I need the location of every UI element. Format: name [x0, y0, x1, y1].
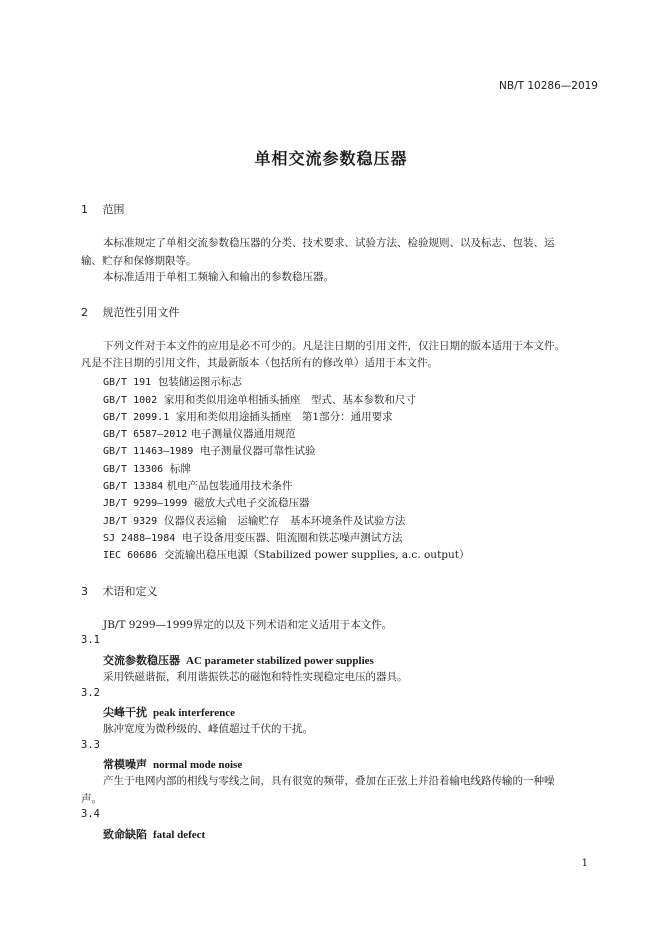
reference-title: 电子测量仪器通用规范 — [190, 428, 296, 440]
section-number: 3 — [81, 585, 88, 598]
reference-item — [103, 547, 470, 562]
reference-code: JB/T 9329 — [103, 516, 158, 527]
reference-item — [103, 478, 293, 493]
term-heading — [103, 756, 242, 772]
reference-title: 包装储运图示标志 — [157, 376, 242, 388]
term-number: 3.3 — [81, 739, 100, 751]
section-number: 1 — [81, 203, 88, 216]
term-en: AC parameter stabilized power supplies — [186, 655, 374, 667]
reference-item — [103, 374, 242, 389]
term-definition: 脉冲宽度为微秒级的、峰值超过千伏的干扰。 — [103, 723, 313, 735]
reference-title: 磁放大式电子交流稳压器 — [193, 497, 310, 509]
reference-item — [103, 443, 316, 458]
reference-title: 机电产品包装通用技术条件 — [166, 480, 293, 492]
reference-title: 仪器仪表运输 运输贮存 基本环境条件及试验方法 — [163, 515, 406, 527]
reference-code: IEC 60686 — [103, 550, 158, 561]
term-definition: 声。 — [81, 793, 102, 805]
section-heading — [81, 583, 158, 599]
section-title: 范围 — [102, 203, 125, 216]
reference-item — [103, 513, 405, 528]
reference-item — [103, 530, 402, 545]
section-title: 规范性引用文件 — [102, 306, 180, 319]
document-title: 单相交流参数稳压器 — [254, 149, 408, 168]
term-number: 3.1 — [81, 634, 100, 646]
reference-title: 交流输出稳压电源（Stabilized power supplies, a.c. output） — [163, 549, 470, 561]
term-zh: 常模噪声 — [103, 758, 147, 771]
paragraph-line: 本标准适用于单相工频输入和输出的参数稳压器。 — [103, 271, 334, 283]
term-en: normal mode noise — [153, 759, 243, 771]
reference-code: GB/T 2099.1 — [103, 412, 170, 423]
section-heading — [81, 201, 125, 217]
term-definition: 采用铁磁谐振，利用谐振铁芯的磁饱和特性实现稳定电压的器具。 — [103, 671, 408, 683]
term-en: fatal defect — [153, 829, 206, 841]
reference-item — [103, 392, 416, 407]
paragraph-line: 下列文件对于本文件的应用是必不可少的。凡是注日期的引用文件，仅注日期的版本适用于本文件。 — [103, 340, 565, 352]
paragraph-line: 输、贮存和保修期限等。 — [81, 255, 197, 267]
reference-item — [103, 426, 296, 441]
standard-code: NB/T 10286—2019 — [499, 80, 598, 92]
reference-code: GB/T 11463—1989 — [103, 446, 194, 457]
section-title: 术语和定义 — [102, 585, 158, 598]
term-number: 3.4 — [81, 808, 100, 820]
reference-code: SJ 2488—1984 — [103, 533, 176, 544]
term-heading — [103, 652, 374, 668]
reference-item — [103, 461, 191, 476]
reference-title: 标牌 — [169, 463, 191, 475]
reference-title: 家用和类似用途单相插头插座 型式、基本参数和尺寸 — [163, 394, 416, 406]
term-zh: 尖峰干扰 — [103, 706, 147, 719]
reference-code: GB/T 13306 — [103, 464, 164, 475]
paragraph-line: JB/T 9299—1999界定的以及下列术语和定义适用于本文件。 — [103, 619, 393, 631]
reference-code: GB/T 13384 — [103, 481, 164, 492]
section-heading — [81, 304, 180, 320]
term-zh: 致命缺陷 — [103, 828, 147, 841]
paragraph-line: 凡是不注日期的引用文件，其最新版本（包括所有的修改单）适用于本文件。 — [81, 357, 438, 369]
term-heading — [103, 826, 205, 842]
reference-code: GB/T 191 — [103, 377, 152, 388]
page-number: 1 — [581, 858, 588, 869]
paragraph-line: 本标准规定了单相交流参数稳压器的分类、技术要求、试验方法、检验规则、以及标志、包装、运 — [103, 237, 555, 249]
term-heading — [103, 704, 235, 720]
reference-item — [103, 409, 393, 424]
reference-code: GB/T 6587—2012 — [103, 429, 188, 440]
reference-code: GB/T 1002 — [103, 395, 158, 406]
term-number: 3.2 — [81, 687, 100, 699]
term-en: peak interference — [153, 707, 235, 719]
reference-title: 家用和类似用途插头插座 第1部分：通用要求 — [175, 411, 393, 423]
section-number: 2 — [81, 306, 88, 319]
reference-title: 电子设备用变压器、阻流圈和铁芯噪声测试方法 — [181, 532, 403, 544]
term-definition: 产生于电网内部的相线与零线之间，具有很宽的频带，叠加在正弦上并沿着输电线路传输的一种噪 — [103, 775, 555, 787]
reference-item — [103, 495, 309, 510]
reference-title: 电子测量仪器可靠性试验 — [200, 445, 316, 457]
reference-code: JB/T 9299—1999 — [103, 498, 188, 509]
term-zh: 交流参数稳压器 — [103, 654, 180, 667]
